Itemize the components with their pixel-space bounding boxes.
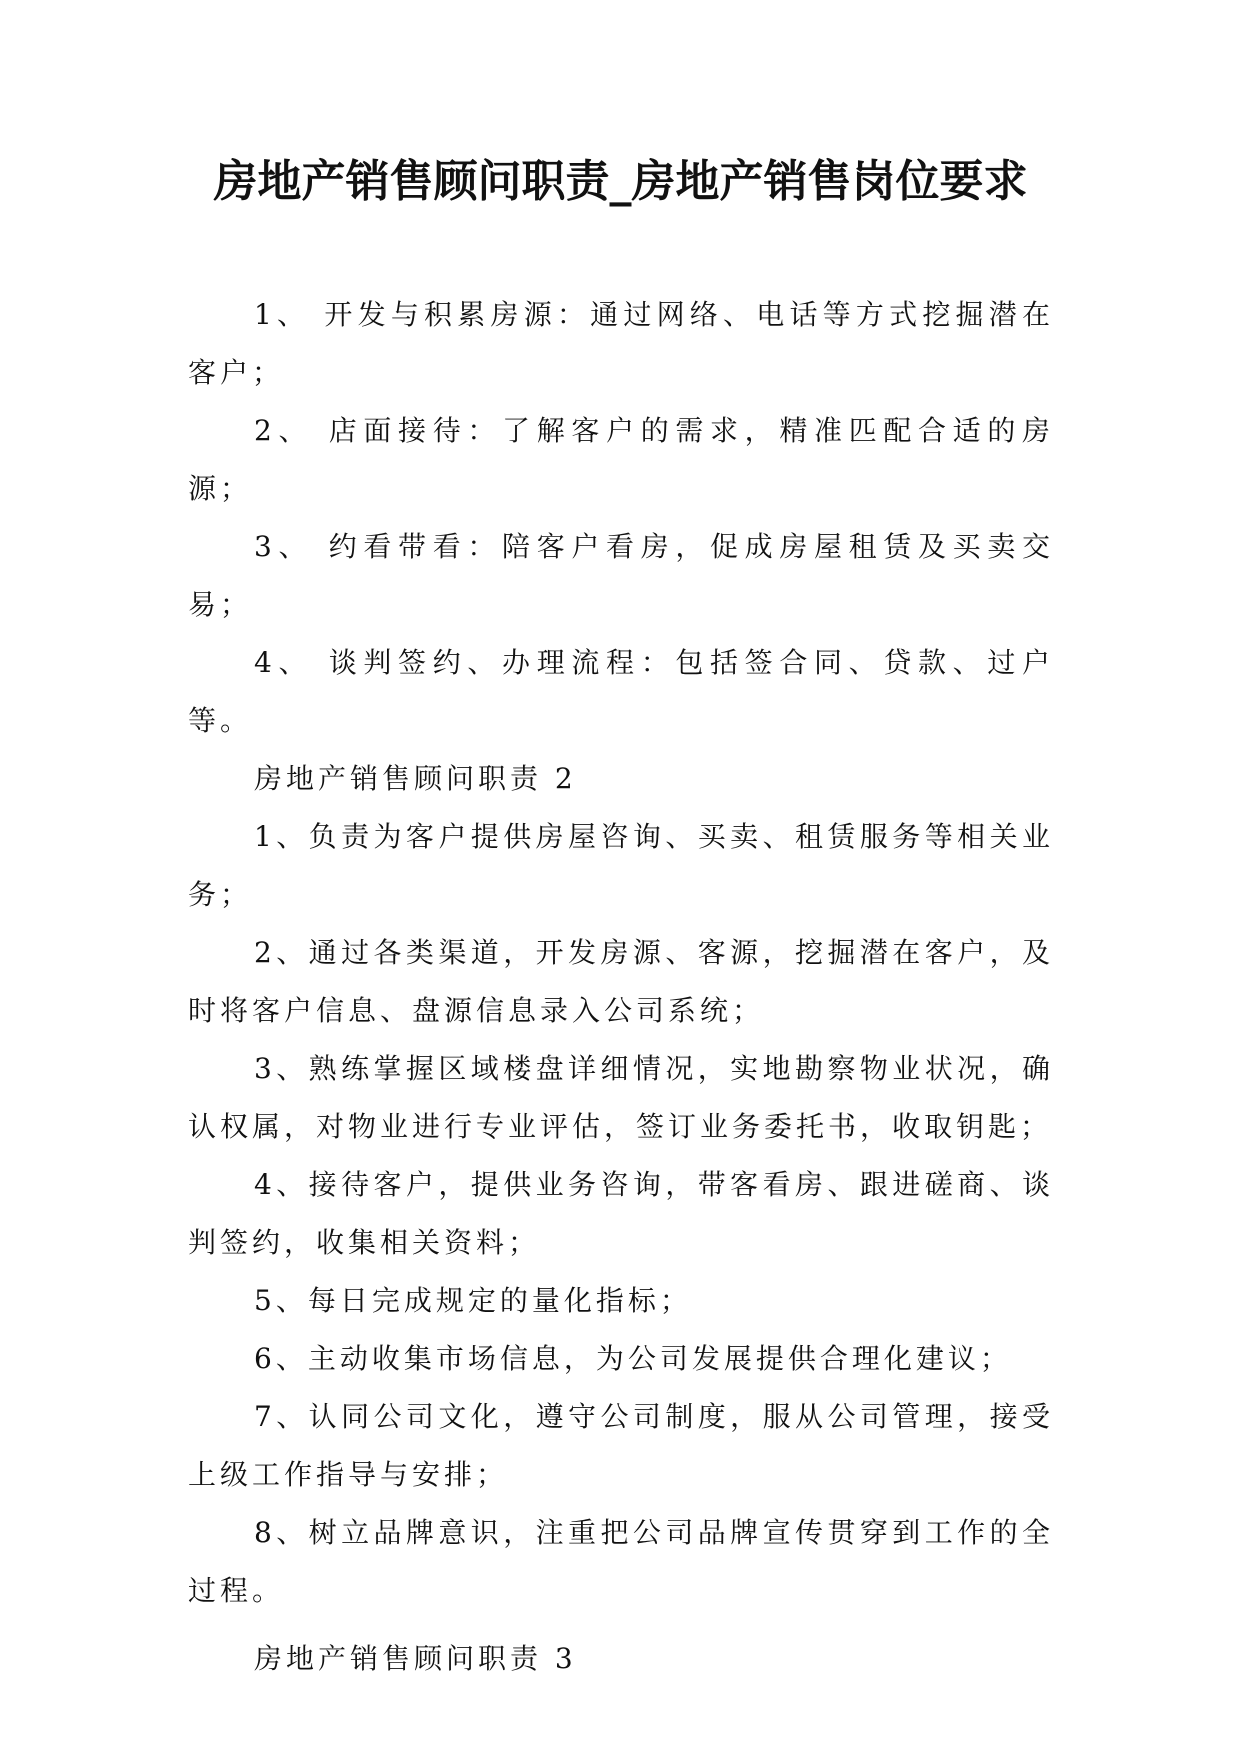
section2-item-7: 7、认同公司文化，遵守公司制度，服从公司管理，接受上级工作指导与安排； bbox=[188, 1400, 1054, 1491]
section2-item-3: 3、熟练掌握区域楼盘详细情况，实地勘察物业状况，确认权属，对物业进行专业评估，签订业务委托书，收取钥匙； bbox=[188, 1052, 1054, 1143]
section2-heading: 房地产销售顾问职责 2 bbox=[254, 762, 577, 795]
section1-item-1: 1、 开发与积累房源：通过网络、电话等方式挖掘潜在客户； bbox=[188, 298, 1054, 389]
section3-heading: 房地产销售顾问职责 3 bbox=[254, 1642, 577, 1675]
section2-item-5: 5、每日完成规定的量化指标； bbox=[254, 1284, 692, 1317]
section2-item-6: 6、主动收集市场信息，为公司发展提供合理化建议； bbox=[254, 1342, 1012, 1375]
section2-item-4: 4、接待客户，提供业务咨询，带客看房、跟进磋商、谈判签约，收集相关资料； bbox=[188, 1168, 1054, 1259]
document-body bbox=[188, 286, 1054, 1688]
section1-item-2: 2、 店面接待：了解客户的需求，精准匹配合适的房源； bbox=[188, 414, 1054, 505]
section2-item-8: 8、树立品牌意识，注重把公司品牌宣传贯穿到工作的全过程。 bbox=[188, 1516, 1054, 1607]
section2-item-1: 1、负责为客户提供房屋咨询、买卖、租赁服务等相关业务； bbox=[188, 820, 1054, 911]
section1-item-3: 3、 约看带看：陪客户看房，促成房屋租赁及买卖交易； bbox=[188, 530, 1054, 621]
document-title: 房地产销售顾问职责_房地产销售岗位要求 bbox=[213, 156, 1028, 207]
section1-item-4: 4、 谈判签约、办理流程：包括签合同、贷款、过户等。 bbox=[188, 646, 1054, 737]
section2-item-2: 2、通过各类渠道，开发房源、客源，挖掘潜在客户，及时将客户信息、盘源信息录入公司系统； bbox=[188, 936, 1054, 1027]
